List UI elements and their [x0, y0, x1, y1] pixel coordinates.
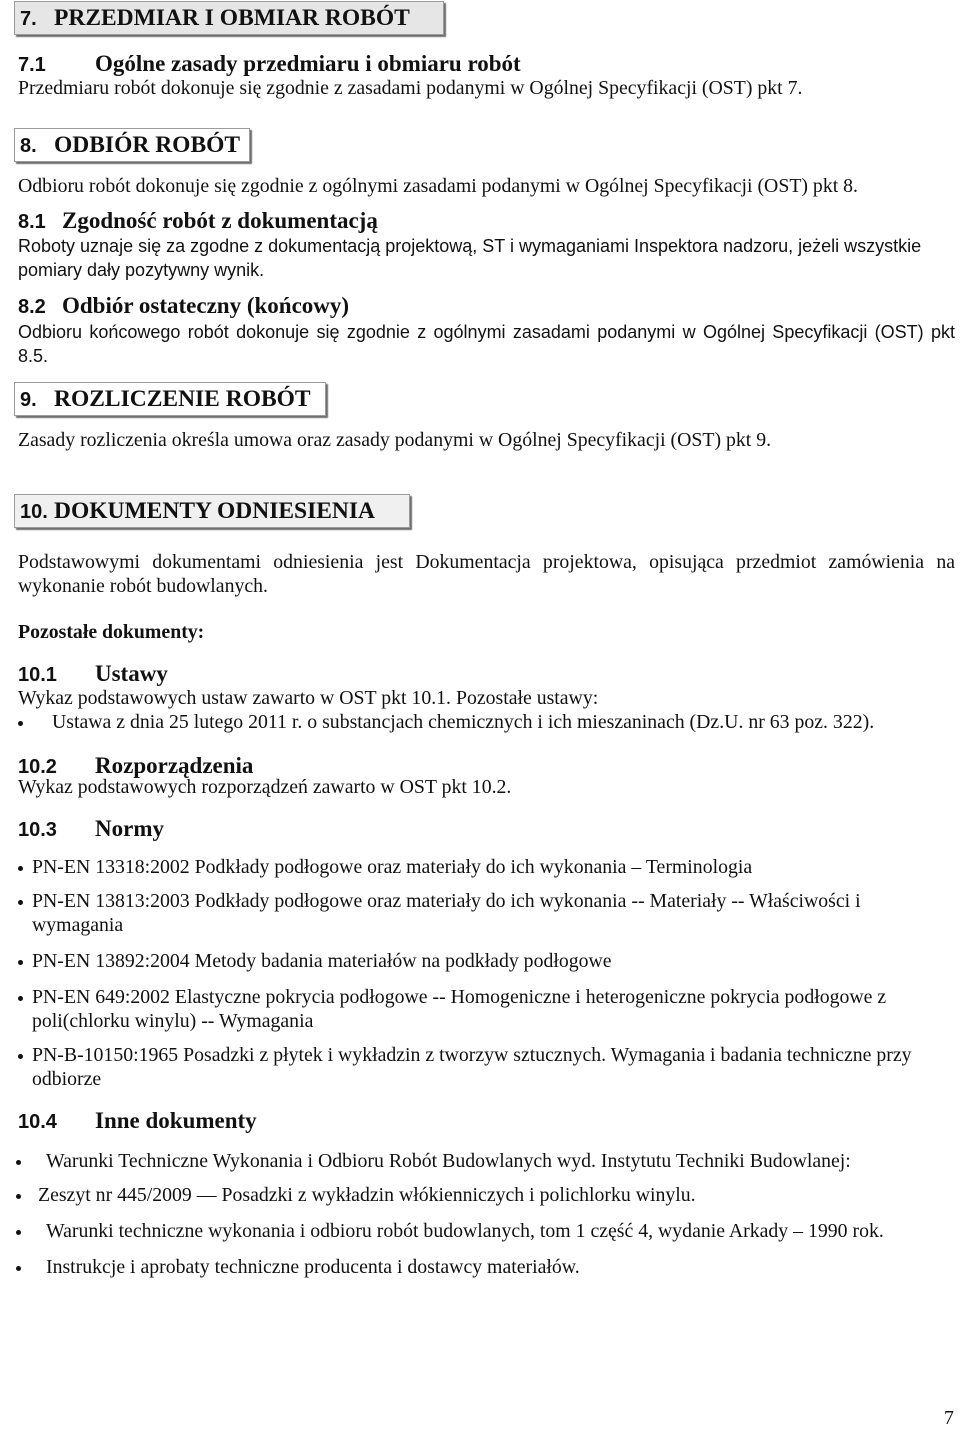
heading-10-4-title: Inne dokumenty [95, 1108, 257, 1133]
heading-10-1 [18, 660, 168, 689]
bullet-icon [16, 1230, 21, 1235]
paragraph-line: 8.5. [18, 346, 49, 366]
paragraph-8: Odbioru robót dokonuje się zgodnie z ogólnymi zasadami podanymi w Ogólnej Specyfikacji (OST) pkt 8. [18, 175, 858, 197]
heading-7-1 [18, 50, 521, 79]
list-item-line: PN-B-10150:1965 Posadzki z płytek i wykładzin z tworzyw sztucznych. Wymagania i badania techniczne przy [32, 1044, 912, 1066]
section-9-heading-box [14, 382, 326, 416]
list-item [38, 1183, 696, 1207]
section-10-number: 10. [20, 501, 48, 523]
section-9-number: 9. [20, 389, 37, 411]
list-item [32, 889, 861, 937]
section-10-heading [20, 495, 375, 530]
list-item-line: poli(chlorku winylu) -- Wymagania [32, 1010, 314, 1032]
list-item [32, 985, 886, 1033]
list-item [32, 949, 612, 973]
bullet-icon [18, 866, 23, 871]
paragraph-line: pomiary dały pozytywny wynik. [18, 260, 265, 280]
heading-10-1-number: 10.1 [18, 664, 57, 686]
heading-8-1 [18, 207, 378, 236]
section-7-heading-box [14, 1, 444, 35]
list-item-line: PN-EN 13892:2004 Metody badania materiałów na podkłady podłogowe [32, 950, 612, 972]
heading-10-4 [18, 1107, 257, 1136]
heading-10-1-title: Ustawy [95, 661, 168, 686]
section-7-number: 7. [20, 8, 37, 30]
list-item [32, 855, 752, 879]
heading-8-1-title: Zgodność robót z dokumentacją [62, 208, 378, 233]
heading-10-2-title: Rozporządzenia [95, 753, 254, 778]
heading-8-1-number: 8.1 [18, 211, 46, 233]
section-7-title: PRZEDMIAR I OBMIAR ROBÓT [54, 5, 410, 31]
paragraph-10-1: Wykaz podstawowych ustaw zawarto w OST pkt 10.1. Pozostałe ustawy: [18, 687, 599, 709]
bullet-icon [16, 1266, 21, 1271]
heading-10-3-title: Normy [95, 816, 164, 841]
bullet-icon [16, 1194, 21, 1199]
paragraph-7-1: Przedmiaru robót dokonuje się zgodnie z zasadami podanymi w Ogólnej Specyfikacji (OST) pkt 7. [18, 77, 803, 99]
bullet-icon [18, 721, 23, 726]
bullet-icon [18, 900, 23, 905]
heading-8-2 [18, 292, 349, 321]
page-number: 7 [944, 1407, 954, 1429]
heading-7-1-number: 7.1 [18, 54, 46, 76]
section-9-heading [20, 383, 311, 418]
paragraph-line: Podstawowymi dokumentami odniesienia jest Dokumentacja projektowa, opisująca przedmiot zamówienia na [18, 551, 955, 573]
list-item-line: Warunki techniczne wykonania i odbioru robót budowlanych, tom 1 część 4, wydanie Arkady – 1990 rok. [46, 1220, 884, 1242]
heading-10-3-number: 10.3 [18, 819, 57, 841]
section-8-heading-box [14, 128, 250, 162]
paragraph-line: wykonanie robót budowlanych. [18, 575, 268, 597]
list-item [52, 710, 874, 734]
section-7-heading [20, 2, 410, 37]
list-item-line: Warunki Techniczne Wykonania i Odbioru Robót Budowlanych wyd. Instytutu Techniki Budowlanej: [46, 1150, 851, 1172]
bullet-icon [16, 1160, 21, 1165]
list-item-line: Ustawa z dnia 25 lutego 2011 r. o substancjach chemicznych i ich mieszaninach (Dz.U. nr 63 poz. 322). [52, 711, 875, 733]
paragraph-line: Odbioru końcowego robót dokonuje się zgodnie z ogólnymi zasadami podanymi w Ogólnej Specyfikacji (OST) pkt [18, 322, 955, 342]
list-item-line: wymagania [32, 914, 124, 936]
heading-8-2-title: Odbiór ostateczny (końcowy) [62, 293, 350, 318]
heading-10-4-number: 10.4 [18, 1111, 57, 1133]
other-documents-label: Pozostałe dokumenty: [18, 621, 205, 643]
list-item-line: Zeszyt nr 445/2009 — Posadzki z wykładzin włókienniczych i polichlorku winylu. [38, 1184, 696, 1206]
heading-10-2-number: 10.2 [18, 756, 57, 778]
list-item [46, 1149, 851, 1173]
list-item-line: PN-EN 13318:2002 Podkłady podłogowe oraz materiały do ich wykonania – Terminologia [32, 856, 753, 878]
list-item [46, 1255, 580, 1279]
section-8-heading [20, 129, 240, 164]
list-item-line: PN-EN 649:2002 Elastyczne pokrycia podłogowe -- Homogeniczne i heterogeniczne pokrycia podłogowe z [32, 986, 887, 1008]
paragraph-line: Roboty uznaje się za zgodne z dokumentacją projektową, ST i wymaganiami Inspektora nadzoru, jeżeli wszystkie [18, 236, 922, 256]
bullet-icon [18, 996, 23, 1001]
heading-7-1-title: Ogólne zasady przedmiaru i obmiaru robót [95, 51, 521, 76]
list-item-line: odbiorze [32, 1068, 102, 1090]
bullet-icon [18, 960, 23, 965]
list-item-line: Instrukcje i aprobaty techniczne producenta i dostawcy materiałów. [46, 1256, 580, 1278]
list-item [32, 1043, 912, 1091]
heading-8-2-number: 8.2 [18, 296, 46, 318]
paragraph-8-1 [18, 234, 955, 282]
list-item-line: PN-EN 13813:2003 Podkłady podłogowe oraz materiały do ich wykonania -- Materiały -- Właściwości i [32, 890, 861, 912]
bullet-icon [18, 1054, 23, 1059]
paragraph-10-2: Wykaz podstawowych rozporządzeń zawarto w OST pkt 10.2. [18, 776, 512, 798]
section-10-heading-box [14, 494, 410, 528]
paragraph-8-2 [18, 320, 955, 368]
paragraph-9: Zasady rozliczenia określa umowa oraz zasady podanymi w Ogólnej Specyfikacji (OST) pkt 9. [18, 429, 772, 451]
paragraph-10 [18, 550, 955, 598]
section-9-title: ROZLICZENIE ROBÓT [54, 386, 311, 412]
list-item [46, 1219, 884, 1243]
section-8-title: ODBIÓR ROBÓT [54, 132, 241, 158]
section-10-title: DOKUMENTY ODNIESIENIA [54, 498, 375, 524]
heading-10-3 [18, 815, 164, 844]
section-8-number: 8. [20, 135, 37, 157]
